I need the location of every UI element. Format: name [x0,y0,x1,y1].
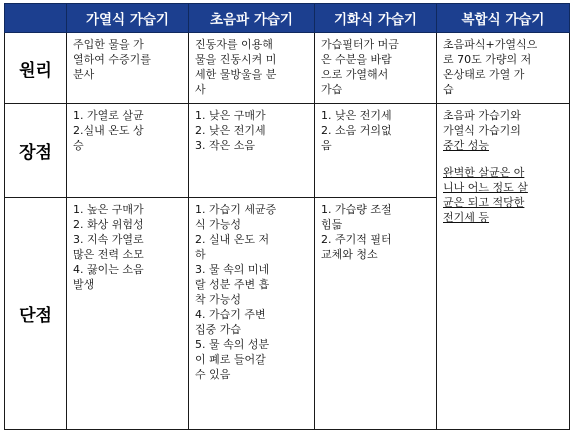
cell-line: 2. 소음 거의없 [321,124,392,138]
advantages-evaporative-cell [315,104,437,198]
cell-line: 으로 가열해서 [321,68,389,81]
cell-line: 2. 낮은 전기세 [195,124,266,138]
cell-line-underlined: 균은 되고 적당한 [443,196,525,210]
cell-line: 1. 낮은 구매가 [195,109,266,123]
cell-line: 사 [195,83,206,96]
cell-line: 세한 물방울을 분 [195,68,277,81]
cell-line: 5. 물 속의 성분 [195,337,270,351]
principle-evaporative-cell [315,33,437,104]
cell-line: 하 [195,247,206,261]
cell-line: 3. 물 속의 미네 [195,262,270,276]
cell-line-underlined: 완벽한 살균은 아 [443,166,525,180]
cell-line: 승 [73,139,84,153]
cell-line: 4. 가습기 주변 [195,307,266,321]
header-row [5,4,570,33]
cell-line: 은 수분을 바람 [321,53,392,66]
cell-line: 1. 가열로 살균 [73,109,144,123]
cell-line: 2. 실내 온도 저 [195,232,270,246]
cell-line: 1. 가습량 조절 [321,202,392,216]
advantages-row [5,104,570,198]
cell-line: 초음파 가습기와 [443,109,521,123]
cell-line: 3. 작은 소음 [195,139,255,153]
cell-line: 교체와 청소 [321,247,378,261]
cell-line: 가습필터가 머금 [321,38,399,51]
cell-line: 1. 낮은 전기세 [321,109,392,123]
cell-line: 진동자를 이용해 [195,38,273,51]
cell-line: 발생 [73,277,95,291]
advantages-hybrid-cell [437,104,570,430]
cell-line-underlined: 니나 어느 정도 살 [443,181,528,195]
cell-line: 착 가능성 [195,292,242,306]
cell-line: 주입한 물을 가 [73,38,144,51]
cell-line: 1. 높은 구매가 [73,202,144,216]
cell-line: 2. 주기적 필터 [321,232,392,246]
cell-line: 랄 성분 주변 흡 [195,277,270,291]
cell-line: 가습 [321,83,343,96]
cell-line: 2. 화상 위험성 [73,217,144,231]
cell-line-underlined: 중간 성능 [443,139,490,153]
cell-line-underlined: 전기세 등 [443,211,490,225]
cell-line: 많은 전력 소모 [73,247,144,261]
header-heating-humidifier: 가열식 가습기 [67,4,189,33]
cell-line: 4. 끓이는 소음 [73,262,144,276]
cell-line: 힘듦 [321,217,343,231]
cell-line: 로 70도 가량의 저 [443,53,532,66]
cell-line: 집중 가습 [195,322,242,336]
row-label-principle: 원리 [5,33,67,104]
header-corner-cell [5,4,67,33]
advantages-heating-cell [67,104,189,198]
cell-line: 열하여 수증기를 [73,53,151,66]
principle-hybrid-cell [437,33,570,104]
cell-line: 분사 [73,68,95,81]
cell-line: 습 [443,83,454,96]
principle-row [5,33,570,104]
humidifier-comparison-table [4,3,570,430]
cell-line: 식 가능성 [195,217,242,231]
cell-line: 2.실내 온도 상 [73,124,144,138]
cell-line: 수 있음 [195,367,231,381]
row-label-disadvantages: 단점 [5,197,67,429]
spacer [443,153,563,165]
disadvantages-heating-cell [67,197,189,429]
header-hybrid-humidifier: 복합식 가습기 [437,4,570,33]
cell-line: 3. 지속 가열로 [73,232,144,246]
advantages-ultrasonic-cell [189,104,315,198]
header-ultrasonic-humidifier: 초음파 가습기 [189,4,315,33]
principle-ultrasonic-cell [189,33,315,104]
disadvantages-evaporative-cell [315,197,437,429]
cell-line: 초음파식+가열식으 [443,38,538,51]
header-evaporative-humidifier: 기화식 가습기 [315,4,437,33]
row-label-advantages: 장점 [5,104,67,198]
disadvantages-ultrasonic-cell [189,197,315,429]
cell-line: 1. 가습기 세균증 [195,202,277,216]
cell-line: 이 폐로 들어갈 [195,352,266,366]
cell-line: 온상태로 가열 가 [443,68,525,81]
principle-heating-cell [67,33,189,104]
cell-line: 음 [321,139,332,153]
cell-line: 물을 진동시켜 미 [195,53,277,66]
cell-line: 가열식 가습기의 [443,124,521,138]
